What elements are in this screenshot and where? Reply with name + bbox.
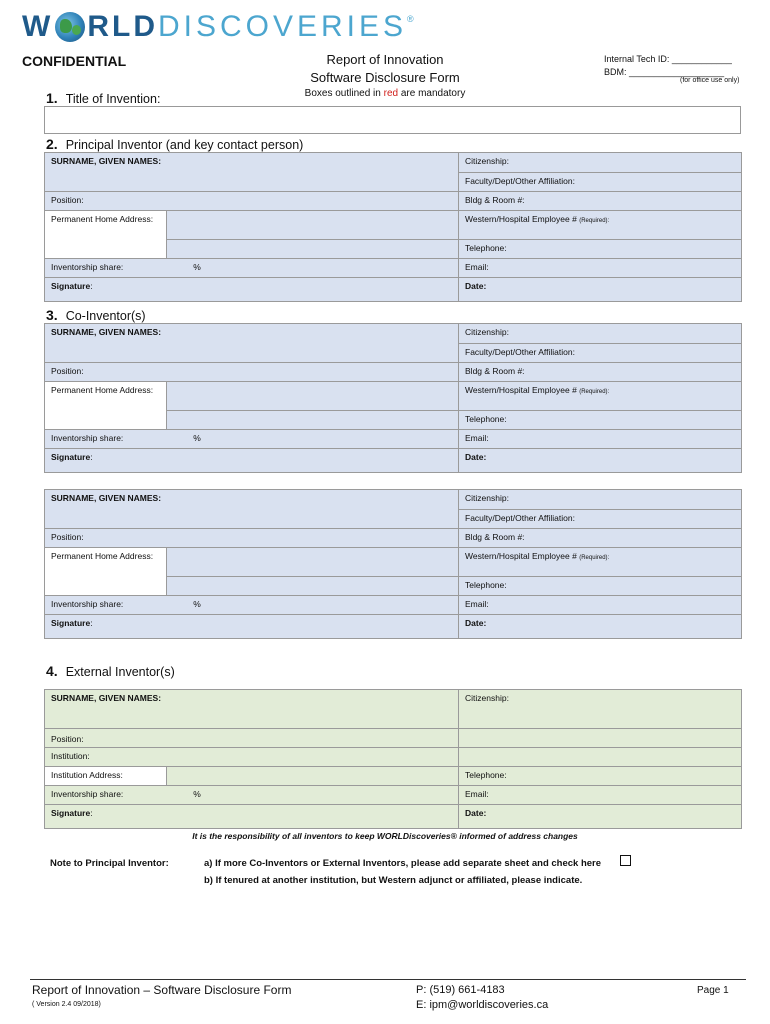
signature-colon: :	[90, 808, 93, 818]
position-field[interactable]: Position:	[45, 192, 459, 211]
employee-label: Western/Hospital Employee #	[465, 214, 577, 224]
citizenship-field[interactable]: Citizenship:	[459, 153, 742, 173]
section2-label: Principal Inventor (and key contact person)	[65, 138, 304, 152]
page-number: Page 1	[697, 985, 729, 996]
internal-tech-id-field[interactable]: Internal Tech ID: ____________	[604, 54, 732, 64]
date-field[interactable]: Date:	[459, 449, 742, 473]
signature-colon: :	[90, 452, 93, 462]
section1-number: 1.	[46, 90, 58, 106]
home-address-label: Permanent Home Address:	[45, 382, 167, 430]
citizenship-field[interactable]: Citizenship:	[459, 324, 742, 344]
footer-version: ( Version 2.4 09/2018)	[32, 1001, 101, 1008]
employee-number-field[interactable]	[459, 548, 742, 577]
signature-colon: :	[90, 281, 93, 291]
institution-extra-cell[interactable]	[459, 748, 742, 767]
employee-number-field[interactable]	[459, 211, 742, 240]
percent-sign: %	[193, 599, 201, 609]
note-a-text: a) If more Co-Inventors or External Inventors, please add separate sheet and check here	[204, 858, 602, 869]
surname-field[interactable]: SURNAME, GIVEN NAMES:	[45, 153, 459, 192]
section4-number: 4.	[46, 663, 58, 679]
signature-field[interactable]	[45, 449, 459, 473]
share-label: Inventorship share:	[51, 599, 124, 609]
employee-label: Western/Hospital Employee #	[465, 551, 577, 561]
date-field[interactable]: Date:	[459, 805, 742, 829]
logo-registered-mark: ®	[407, 14, 414, 24]
form-title-line1: Report of Innovation	[326, 52, 444, 67]
institution-address-input[interactable]	[167, 767, 459, 786]
home-address-line2[interactable]	[167, 577, 459, 596]
office-use-note: (for office use only)	[680, 77, 740, 84]
telephone-field[interactable]: Telephone:	[459, 767, 742, 786]
home-address-line2[interactable]	[167, 411, 459, 430]
position-field[interactable]: Position:	[45, 363, 459, 382]
signature-label: Signature	[51, 618, 91, 628]
home-address-line1[interactable]	[167, 548, 459, 577]
bdm-field[interactable]: BDM: ___________________	[604, 67, 725, 77]
bldg-room-field[interactable]: Bldg & Room #:	[459, 363, 742, 382]
note-label: Note to Principal Inventor:	[50, 858, 169, 869]
faculty-field[interactable]: Faculty/Dept/Other Affiliation:	[459, 344, 742, 363]
mandatory-post: are mandatory	[400, 88, 466, 99]
section3-number: 3.	[46, 307, 58, 323]
note-b-text: b) If tenured at another institution, but Western adjunct or affiliated, please indicate.	[204, 875, 583, 886]
co-inventor-table-1	[44, 323, 742, 473]
email-field[interactable]: Email:	[459, 430, 742, 449]
required-note: (Required):	[579, 218, 610, 224]
percent-sign: %	[193, 789, 201, 799]
additional-inventors-checkbox[interactable]	[620, 855, 631, 866]
external-inventor-table	[44, 689, 742, 829]
position-field[interactable]: Position:	[45, 729, 459, 748]
signature-label: Signature	[51, 281, 91, 291]
surname-field[interactable]: SURNAME, GIVEN NAMES:	[45, 490, 459, 529]
institution-field[interactable]: Institution:	[45, 748, 459, 767]
signature-field[interactable]	[45, 278, 459, 302]
mandatory-pre: Boxes outlined in	[304, 88, 381, 99]
surname-field[interactable]: SURNAME, GIVEN NAMES:	[45, 324, 459, 363]
share-label: Inventorship share:	[51, 262, 124, 272]
required-note: (Required):	[579, 389, 610, 395]
email-field[interactable]: Email:	[459, 786, 742, 805]
faculty-field[interactable]: Faculty/Dept/Other Affiliation:	[459, 173, 742, 192]
employee-number-field[interactable]	[459, 382, 742, 411]
footer-divider	[30, 979, 746, 980]
inventorship-share-field[interactable]	[45, 259, 459, 278]
home-address-line1[interactable]	[167, 211, 459, 240]
telephone-field[interactable]: Telephone:	[459, 240, 742, 259]
signature-label: Signature	[51, 452, 91, 462]
principal-inventor-table	[44, 152, 742, 302]
footer-title: Report of Innovation – Software Disclosure Form	[32, 983, 292, 997]
bldg-room-field[interactable]: Bldg & Room #:	[459, 192, 742, 211]
logo-letter-w: W	[22, 10, 54, 43]
footer-email: E: ipm@worldiscoveries.ca	[416, 999, 549, 1011]
home-address-line1[interactable]	[167, 382, 459, 411]
telephone-field[interactable]: Telephone:	[459, 577, 742, 596]
percent-sign: %	[193, 433, 201, 443]
section4-heading	[46, 663, 175, 679]
surname-field[interactable]: SURNAME, GIVEN NAMES:	[45, 690, 459, 729]
position-extra-cell[interactable]	[459, 729, 742, 748]
institution-address-label: Institution Address:	[45, 767, 167, 786]
citizenship-field[interactable]: Citizenship:	[459, 690, 742, 729]
employee-label: Western/Hospital Employee #	[465, 385, 577, 395]
globe-icon	[55, 12, 85, 42]
form-title-line2: Software Disclosure Form	[310, 70, 460, 85]
section3-label: Co-Inventor(s)	[65, 309, 146, 323]
inventorship-share-field[interactable]	[45, 786, 459, 805]
section3-heading	[46, 307, 146, 323]
required-note: (Required):	[579, 555, 610, 561]
section2-heading	[46, 136, 303, 152]
confidential-label: CONFIDENTIAL	[22, 53, 127, 69]
signature-field[interactable]	[45, 805, 459, 829]
bldg-room-field[interactable]: Bldg & Room #:	[459, 529, 742, 548]
footer-phone: P: (519) 661-4183	[416, 984, 505, 996]
citizenship-field[interactable]: Citizenship:	[459, 490, 742, 510]
signature-field[interactable]	[45, 615, 459, 639]
signature-colon: :	[90, 618, 93, 628]
faculty-field[interactable]: Faculty/Dept/Other Affiliation:	[459, 510, 742, 529]
mandatory-red: red	[383, 88, 399, 99]
footer-contact	[416, 983, 548, 1013]
percent-sign: %	[193, 262, 201, 272]
office-use-block	[604, 53, 732, 79]
date-field[interactable]: Date:	[459, 615, 742, 639]
section4-label: External Inventor(s)	[65, 665, 175, 679]
inventorship-share-field[interactable]	[45, 596, 459, 615]
signature-label: Signature	[51, 808, 91, 818]
home-address-line2[interactable]	[167, 240, 459, 259]
home-address-label: Permanent Home Address:	[45, 548, 167, 596]
address-change-notice: It is the responsibility of all inventors to keep WORLDiscoveries® informed of address changes	[192, 831, 578, 841]
logo-letters-rld: RLD	[87, 10, 158, 43]
share-label: Inventorship share:	[51, 789, 124, 799]
telephone-field[interactable]: Telephone:	[459, 411, 742, 430]
logo-letter-d: D	[157, 10, 184, 43]
position-field[interactable]: Position:	[45, 529, 459, 548]
section2-number: 2.	[46, 136, 58, 152]
home-address-label: Permanent Home Address:	[45, 211, 167, 259]
logo-letters-rest: ISCOVERIES	[183, 10, 408, 43]
email-field[interactable]: Email:	[459, 259, 742, 278]
email-field[interactable]: Email:	[459, 596, 742, 615]
share-label: Inventorship share:	[51, 433, 124, 443]
date-field[interactable]: Date:	[459, 278, 742, 302]
co-inventor-table-2	[44, 489, 742, 639]
section1-heading	[46, 90, 160, 106]
worldiscoveries-logo	[22, 6, 414, 48]
inventorship-share-field[interactable]	[45, 430, 459, 449]
section1-label: Title of Invention:	[65, 92, 161, 106]
title-of-invention-input[interactable]	[44, 106, 741, 134]
